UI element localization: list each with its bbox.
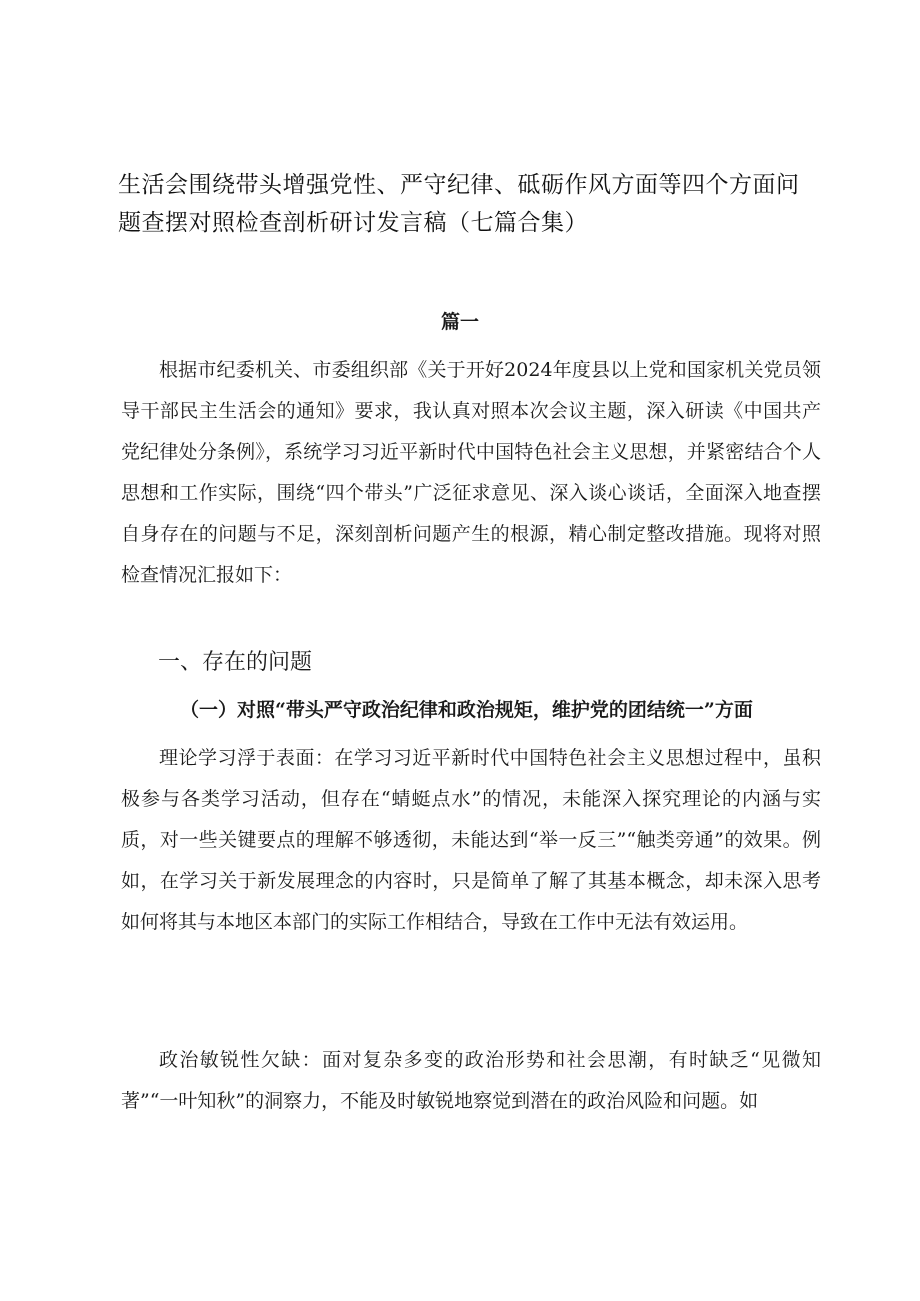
subheading-political-discipline: （一）对照“带头严守政治纪律和政治规矩，维护党的团结统一”方面 <box>180 699 753 721</box>
intro-paragraph: 根据市纪委机关、市委组织部《关于开好2024年度县以上党和国家机关党员领导干部民主生活会的通知》要求，我认真对照本次会议主题，深入研读《中国共产党纪律处分条例》，系统学习习近平新时代中国特色社会主义思想，并紧密结合个人思想和工作实际，围绕“四个带头”广泛征求意见、深入谈心谈话，全面深入地查摆自身存在的问题与不足，深刻剖析问题产生的根源，精心制定整改措施。现将对照检查情况汇报如下： <box>121 359 821 586</box>
heading-existing-problems: 一、存在的问题 <box>158 650 313 675</box>
section-label: 篇一 <box>440 311 479 333</box>
paragraph-theory-study: 理论学习浮于表面：在学习习近平新时代中国特色社会主义思想过程中，虽积极参与各类学习活动，但存在“蜻蜓点水”的情况，未能深入探究理论的内涵与实质，对一些关键要点的理解不够透彻，未能达到“举一反三”“触类旁通”的效果。例如，在学习关于新发展理念的内容时，只是简单了解了其基本概念，却未深入思考如何将其与本地区本部门的实际工作相结合，导致在工作中无法有效运用。 <box>121 747 821 933</box>
document-title: 生活会围绕带头增强党性、严守纪律、砥砺作风方面等四个方面问题查摆对照检查剖析研讨发言稿（七篇合集） <box>118 172 800 236</box>
paragraph-political-sensitivity: 政治敏锐性欠缺：面对复杂多变的政治形势和社会思潮，有时缺乏“见微知著”“一叶知秋”的洞察力，不能及时敏锐地察觉到潜在的政治风险和问题。如 <box>121 1049 821 1112</box>
